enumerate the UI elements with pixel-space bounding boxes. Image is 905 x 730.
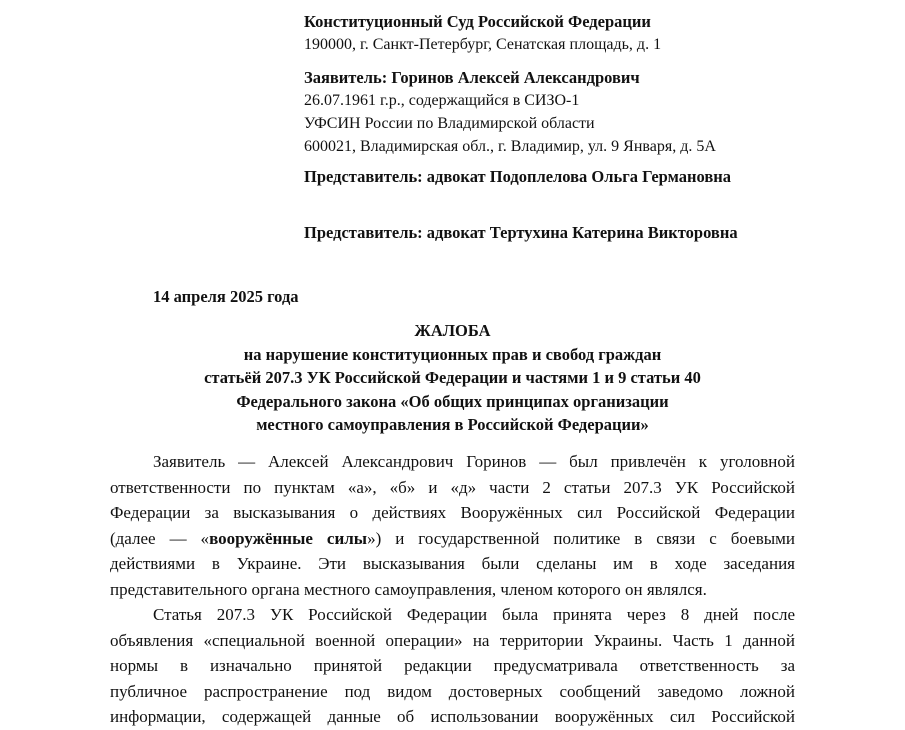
- paragraph-line: информации, содержащей данные об использовании вооружённых сил Российской: [110, 707, 795, 726]
- representative-heading: Представитель: адвокат Тертухина Катерина Викторовна: [304, 223, 738, 242]
- defined-term-bold: вооружённые силы: [209, 528, 368, 548]
- paragraph-line: [110, 526, 795, 552]
- applicant-block: [304, 66, 716, 158]
- body-paragraph-1: [110, 449, 795, 602]
- title-line: ЖАЛОБА: [414, 321, 491, 340]
- paragraph-line: нормы в изначально принятой редакции предусматривала ответственность за: [110, 656, 795, 675]
- paragraph-line: Заявитель — Алексей Александрович Горинов — был привлечён к уголовной: [153, 452, 795, 471]
- court-name: Конституционный Суд Российской Федерации: [304, 12, 651, 31]
- paragraph-line: публичное распространение под видом достоверных сообщений заведомо ложной: [110, 681, 795, 701]
- title-line: на нарушение конституционных прав и свобод граждан: [243, 344, 662, 364]
- paragraph-line: Статья 207.3 УК Российской Федерации была принята через 8 дней после: [153, 605, 795, 624]
- court-address: 190000, г. Санкт-Петербург, Сенатская площадь, д. 1: [304, 36, 662, 53]
- paragraph-line: действиями в Украине. Эти высказывания были сделаны им в ходе заседания: [110, 554, 795, 573]
- applicant-detail-line: 600021, Владимирская обл., г. Владимир, ул. 9 Января, д. 5А: [304, 138, 716, 155]
- body-paragraph-2: [110, 602, 795, 730]
- paragraph-line: ответственности по пунктам «а», «б» и «д» части 2 статьи 207.3 УК Российской: [110, 477, 795, 497]
- court-addressee: [304, 10, 661, 56]
- paragraph-text: ») и государственной политике в связи с боевыми: [367, 528, 795, 548]
- applicant-detail-line: УФСИН России по Владимирской области: [304, 115, 595, 132]
- document-date: 14 апреля 2025 года: [153, 287, 299, 306]
- title-line: Федерального закона «Об общих принципах организации: [236, 391, 669, 411]
- complaint-title: [100, 319, 805, 437]
- paragraph-line: представительного органа местного самоуправления, членом которого он являлся.: [110, 579, 707, 599]
- title-line: статьёй 207.3 УК Российской Федерации и частями 1 и 9 статьи 40: [204, 368, 701, 387]
- representative-1: [304, 165, 731, 188]
- title-line: местного самоуправления в Российской Федерации»: [256, 415, 649, 434]
- paragraph-line: объявления «специальной военной операции» на территории Украины. Часть 1 данной: [110, 630, 795, 650]
- applicant-detail-line: 26.07.1961 г.р., содержащийся в СИЗО-1: [304, 92, 580, 109]
- representative-2: [304, 221, 738, 244]
- paragraph-text: (далее — «: [110, 528, 210, 548]
- applicant-heading: Заявитель: Горинов Алексей Александрович: [304, 68, 640, 87]
- representative-heading: Представитель: адвокат Подоплелова Ольга Германовна: [304, 167, 731, 186]
- paragraph-line: Федерации за высказывания о действиях Вооружённых сил Российской Федерации: [110, 503, 795, 522]
